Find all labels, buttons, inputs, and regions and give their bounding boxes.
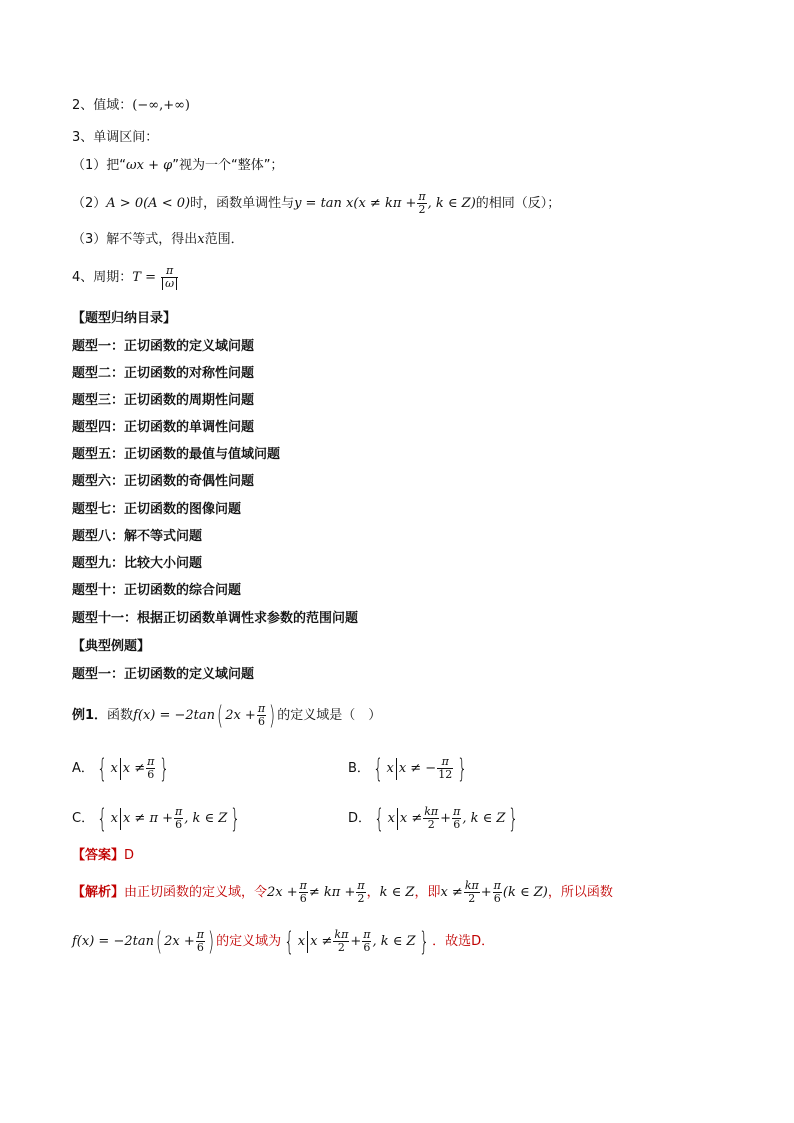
analysis-d1: 6: [299, 892, 307, 905]
catalog-item: 题型十：正切函数的综合问题: [72, 583, 242, 598]
set-var: x: [110, 811, 118, 826]
step2-text1: 时，函数单调性与: [190, 196, 295, 211]
analysis-fx: f(x) = −2tan: [72, 934, 154, 949]
analysis-n2: π: [357, 879, 365, 892]
analysis-t6: ．故选D．: [432, 934, 495, 949]
catalog-item: 题型五：正切函数的最值与值域问题: [72, 447, 281, 462]
option-c-fraction: [174, 806, 183, 831]
option-a-label: A．: [72, 761, 94, 776]
option-a-den: 6: [147, 768, 155, 781]
monotonic-label: 3、单调区间：: [72, 130, 159, 145]
period-den: [161, 278, 178, 290]
option-d-fraction-1: [423, 806, 439, 831]
analysis-e4: x ≠: [440, 885, 463, 900]
analysis-frac-3: [464, 880, 480, 905]
analysis-line-2: [72, 926, 495, 957]
question-type: 题型一：正切函数的定义域问题: [72, 667, 255, 682]
paren-left: (: [217, 700, 224, 731]
option-d-den2: 6: [453, 818, 461, 831]
analysis-frac-2: [356, 880, 365, 905]
option-b-fraction: [437, 756, 453, 781]
analysis-n4: π: [493, 879, 501, 892]
catalog-item: 题型三：正切函数的周期性问题: [72, 393, 255, 408]
period-line: [72, 265, 179, 290]
set-var: x: [297, 934, 306, 949]
analysis-d3: 2: [468, 892, 476, 905]
analysis-e1: 2x +: [267, 885, 298, 900]
option-d-plus: +: [440, 811, 452, 826]
analysis-n5: π: [196, 928, 204, 941]
step1-suffix: ”视为一个“整体”；: [172, 158, 284, 173]
monotonic-step-1: [72, 157, 283, 175]
example-inner: 2x +: [225, 708, 256, 723]
analysis-t5: 的定义域为: [216, 934, 282, 949]
analysis-frac-6: [333, 929, 349, 954]
period-num: π: [161, 265, 178, 278]
set-var: x: [110, 761, 118, 776]
analysis-t3: ，即: [414, 885, 441, 900]
catalog-title: 【题型归纳目录】: [72, 311, 177, 326]
step2-cond: A > 0(A < 0): [106, 196, 191, 211]
analysis-e3: k ∈ Z: [379, 885, 415, 900]
step1-prefix: （1）把“: [72, 158, 127, 173]
example-text1: 函数: [107, 708, 134, 723]
analysis-n6: kπ: [334, 928, 349, 941]
step3-var: x: [197, 232, 205, 247]
brace-right: }: [159, 753, 170, 784]
option-c-tail: , k ∈ Z: [184, 811, 228, 826]
option-d-fraction-2: [452, 806, 461, 831]
analysis-d6: 2: [337, 941, 345, 954]
set-var: x: [387, 811, 395, 826]
analysis-d5: 6: [196, 941, 204, 954]
range-value: (−∞,+∞): [132, 98, 191, 113]
step3-text1: （3）解不等式，得出: [72, 232, 198, 247]
step3-text2: 范围．: [204, 232, 244, 247]
analysis-e6: (k ∈ Z): [502, 885, 548, 900]
range-label: 2、值域：: [72, 98, 133, 113]
catalog-item: 题型一：正切函数的定义域问题: [72, 339, 255, 354]
option-d-den1: 2: [427, 818, 435, 831]
option-d-tail: , k ∈ Z: [462, 811, 506, 826]
example-fraction: [257, 703, 266, 728]
example-text2: 的定义域是（ ）: [277, 708, 382, 723]
option-d[interactable]: [348, 803, 522, 834]
option-b-num: π: [437, 756, 453, 769]
set-bar: [396, 758, 397, 780]
analysis-n3: kπ: [464, 879, 479, 892]
set-var: x: [386, 761, 394, 776]
catalog-item: 题型九：比较大小问题: [72, 556, 203, 571]
option-a-body: x ≠: [122, 761, 146, 776]
option-c-body: x ≠ π +: [122, 811, 174, 826]
analysis-frac-5: [196, 929, 205, 954]
analysis-set-tail: , k ∈ Z: [372, 934, 416, 949]
paren-right: ): [269, 700, 276, 731]
paren-right: ): [208, 926, 215, 957]
option-b-label: B．: [348, 761, 370, 776]
set-bar: [397, 808, 398, 830]
step2-text2: 的相同（反）；: [475, 196, 561, 211]
option-c[interactable]: [72, 803, 244, 834]
analysis-frac-7: [362, 929, 371, 954]
analysis-t1: 由正切函数的定义域，令: [124, 885, 268, 900]
option-d-num2: π: [453, 805, 461, 818]
catalog-item: 题型十一：根据正切函数单调性求参数的范围问题: [72, 611, 359, 626]
examples-title: 【典型例题】: [72, 639, 151, 654]
monotonic-heading: [72, 129, 158, 147]
paren-left: (: [156, 926, 163, 957]
catalog-item: 题型四：正切函数的单调性问题: [72, 420, 255, 435]
step2-prefix: （2）: [72, 196, 107, 211]
example-fx: f(x) = −2tan: [133, 708, 216, 723]
brace-right: }: [508, 803, 519, 834]
analysis-t4: ，所以函数: [547, 885, 613, 900]
analysis-frac-1: [299, 880, 308, 905]
catalog-item: 题型八：解不等式问题: [72, 529, 203, 544]
option-a[interactable]: [72, 753, 173, 784]
answer-line: [72, 847, 134, 865]
catalog-item: 题型七：正切函数的图像问题: [72, 502, 242, 517]
example-1: [72, 700, 382, 731]
option-a-num: π: [147, 755, 155, 768]
monotonic-step-2: [72, 191, 560, 216]
step2-frac-den: 2: [418, 203, 426, 216]
monotonic-step-3: [72, 231, 244, 249]
step1-expr: ωx + φ: [126, 158, 173, 173]
option-a-fraction: [146, 756, 155, 781]
step2-frac-num: π: [418, 190, 426, 203]
analysis-frac-4: [493, 880, 502, 905]
brace-left: {: [97, 753, 108, 784]
option-b[interactable]: [348, 753, 471, 784]
option-d-label: D．: [348, 811, 372, 826]
brace-right: }: [457, 753, 468, 784]
period-den-abs: ω: [162, 278, 177, 290]
period-lhs: T =: [132, 270, 156, 285]
step2-fraction: [417, 191, 426, 216]
brace-left: {: [284, 926, 295, 957]
brace-right: }: [230, 803, 241, 834]
answer-label: 【答案】: [72, 848, 125, 863]
set-bar: [307, 931, 308, 953]
brace-left: {: [97, 803, 108, 834]
brace-right: }: [418, 926, 429, 957]
analysis-d2: 2: [357, 892, 365, 905]
catalog-item: 题型六：正切函数的奇偶性问题: [72, 474, 255, 489]
option-d-num1: kπ: [424, 805, 439, 818]
example-label: 例1．: [72, 708, 108, 723]
step2-fn: y = tan x(x ≠ kπ +: [294, 196, 417, 211]
analysis-set-body: x ≠: [310, 934, 333, 949]
analysis-n1: π: [299, 879, 307, 892]
catalog-item: 题型二：正切函数的对称性问题: [72, 366, 255, 381]
option-b-den: 12: [438, 768, 453, 781]
period-fraction: [161, 265, 178, 290]
answer-value: D: [124, 848, 135, 863]
analysis-plus: +: [350, 934, 362, 949]
analysis-label: 【解析】: [72, 885, 125, 900]
analysis-e5: +: [480, 885, 492, 900]
example-den: 6: [257, 715, 265, 728]
option-d-body: x ≠: [399, 811, 423, 826]
step2-tail: , k ∈ Z): [427, 196, 476, 211]
option-c-label: C．: [72, 811, 95, 826]
example-num: π: [257, 702, 266, 715]
analysis-inner: 2x +: [164, 934, 195, 949]
analysis-e2: ≠ kπ +: [308, 885, 356, 900]
analysis-d4: 6: [493, 892, 501, 905]
period-label: 4、周期：: [72, 270, 133, 285]
set-bar: [120, 808, 121, 830]
analysis-n7: π: [363, 928, 371, 941]
analysis-t2: ，: [366, 885, 380, 900]
option-c-num: π: [175, 805, 183, 818]
brace-left: {: [374, 803, 385, 834]
analysis-line-1: [72, 880, 613, 905]
brace-left: {: [373, 753, 384, 784]
option-c-den: 6: [175, 818, 183, 831]
range-line: [72, 97, 190, 115]
set-bar: [120, 758, 121, 780]
option-b-body: x ≠ −: [398, 761, 437, 776]
analysis-d7: 6: [363, 941, 371, 954]
